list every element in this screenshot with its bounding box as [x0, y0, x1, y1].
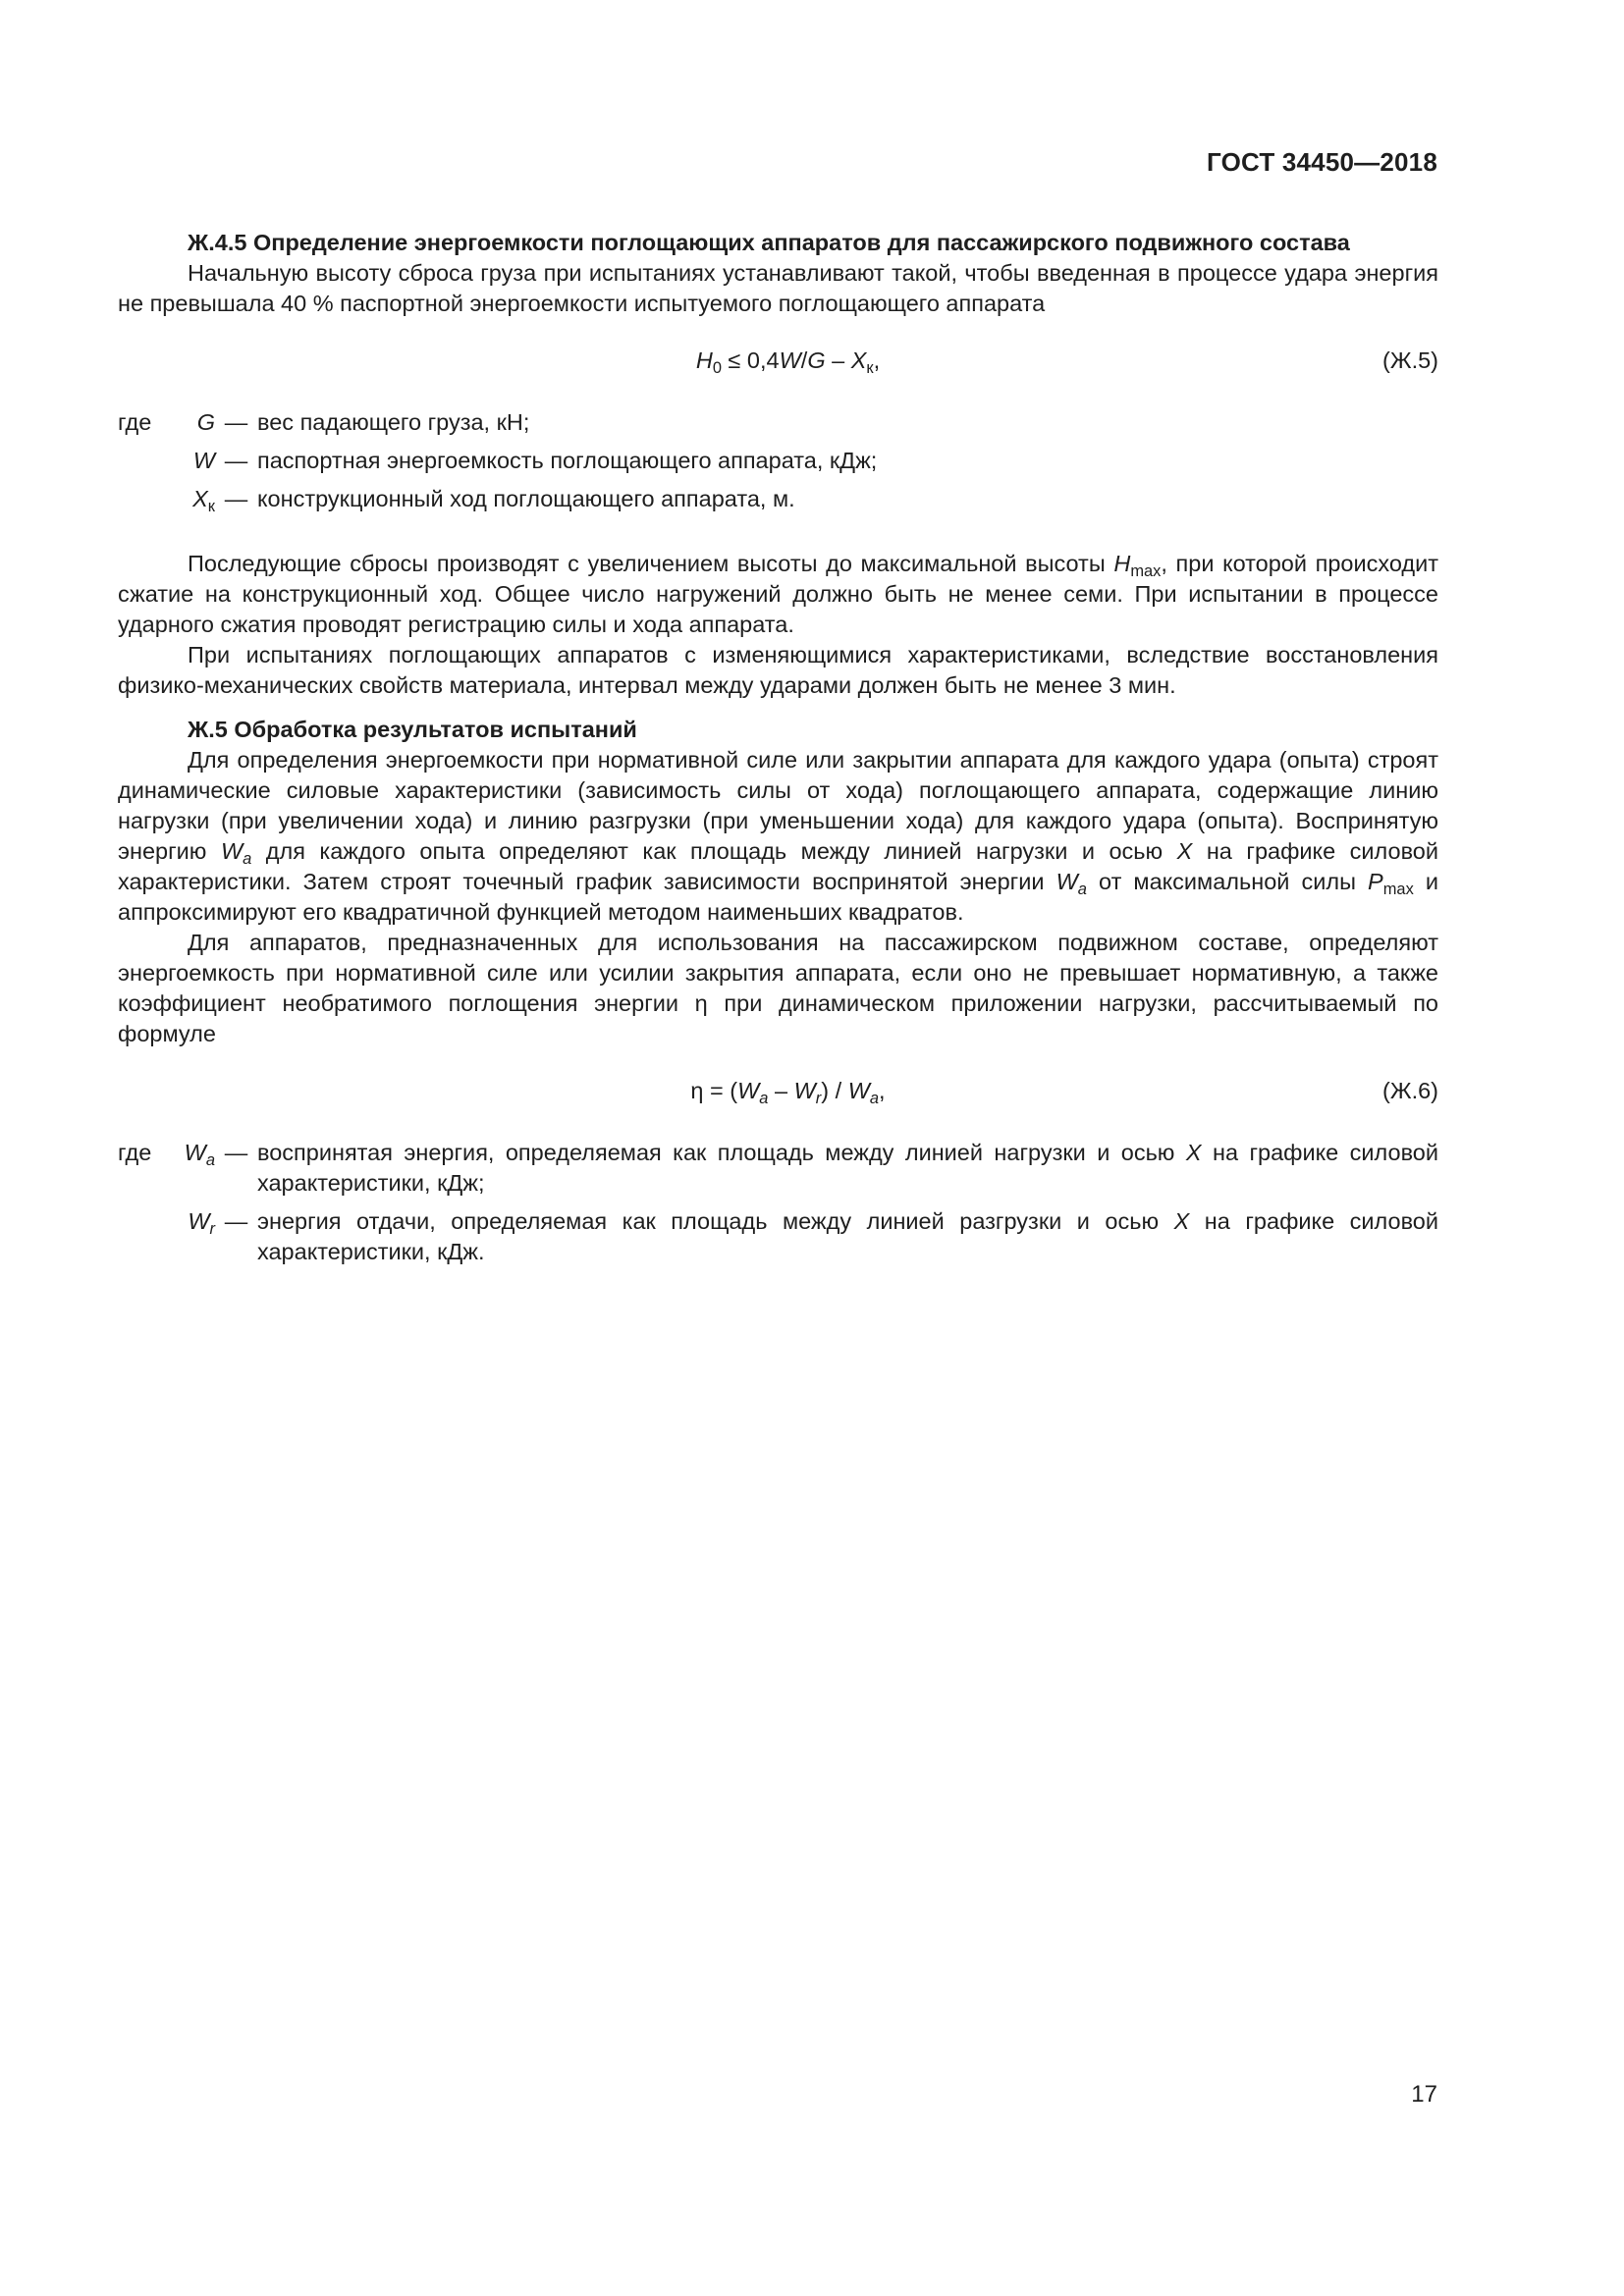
definition-text: вес падающего груза, кН; [257, 409, 530, 435]
page-content [118, 228, 1438, 1302]
formula-zh5 [118, 346, 1438, 379]
definitions-zh5 [118, 407, 1438, 514]
formula-zh5-number: (Ж.5) [1382, 347, 1438, 373]
paragraph-initial-height: Начальную высоту сброса груза при испытаниях устанавливают такой, чтобы введенная в процессе удара энергия не превышала 40 % паспортной энергоемкости испытуемого поглощающего аппарата [118, 260, 1438, 316]
formula-zh6 [118, 1076, 1438, 1109]
paragraph-interval: При испытаниях поглощающих аппаратов с изменяющимися характеристиками, вследствие восстановления физико-механических свойств материала, интервал между ударами должен быть не менее 3 мин. [118, 642, 1438, 698]
section-heading-zh45: Ж.4.5 Определение энергоемкости поглощающих аппаратов для пассажирского подвижного состава [188, 230, 1350, 255]
definition-item: $X_к$ — конструкционный ход поглощающего аппарата, м. [118, 484, 1438, 514]
definitions-zh6 [118, 1138, 1438, 1267]
definition-symbol: G [196, 409, 215, 435]
paragraph-subsequent-drops: Последующие сбросы производят с увеличением высоты до максимальной высоты $H_{max}$, при которой происходит сжатие на конструкционный ход. Общее число нагружений должно быть не менее семи. При испытании в процессе ударного сжатия проводят регистрацию силы и хода аппарата. [118, 551, 1439, 637]
definition-item: W — паспортная энергоемкость поглощающего аппарата, кДж; [118, 446, 1438, 476]
formula-zh5-expression: $H_0 \le 0,4W/G - X_к$, [695, 347, 881, 377]
definition-text: воспринятая энергия, определяемая как площадь между линией нагрузки и осью X на графике силовой характеристики, кДж; [257, 1140, 1438, 1196]
paragraph-processing: Для определения энергоемкости при нормативной силе или закрытии аппарата для каждого удара (опыта) строят динамические силовые характеристики (зависимость силы от хода) поглощающего аппарата, содержащие линию нагрузки (при увеличении хода) и линию разгрузки (при уменьшении хода) для каждого удара (опыта). Воспринятую энергию $W_a$ для каждого опыта определяют как площадь между линией нагрузки и осью X на графике силовой характеристики. Затем строят точечный график зависимости воспринятой энергии $W_a$ от максимальной силы $P_{max}$ и аппроксимируют его квадратичной функцией методом наименьших квадратов. [118, 747, 1439, 925]
definition-item: $W_r$ — энергия отдачи, определяемая как площадь между линией разгрузки и осью X на графике силовой характеристики, кДж. [118, 1206, 1438, 1267]
definition-text: энергия отдачи, определяемая как площадь между линией разгрузки и осью X на графике силовой характеристики, кДж. [257, 1208, 1438, 1264]
section-heading-zh5: Ж.5 Обработка результатов испытаний [188, 717, 637, 742]
definition-item: где G — вес падающего груза, кН; [118, 407, 1438, 438]
formula-zh6-expression: $\eta = (W_a - W_r) / W_a$, [690, 1078, 886, 1107]
definition-symbol: W [192, 448, 215, 473]
definition-symbol: $X_к$ [192, 486, 215, 515]
document-code: ГОСТ 34450—2018 [1207, 147, 1437, 177]
page-number: 17 [1411, 2081, 1437, 2108]
definition-item: где $W_a$ — воспринятая энергия, определяемая как площадь между линией нагрузки и осью X на графике силовой характеристики, кДж; [118, 1138, 1438, 1199]
where-label: где [118, 1140, 152, 1165]
paragraph-passenger-devices: Для аппаратов, предназначенных для использования на пассажирском подвижном составе, определяют энергоемкость при нормативной силе или усилии закрытия аппарата, если оно не превышает нормативную, а также коэффициент необратимого поглощения энергии η при динамическом приложении нагрузки, рассчитываемый по формуле [118, 930, 1438, 1046]
definition-symbol: $W_a$ [184, 1140, 215, 1169]
definition-symbol: $W_r$ [188, 1208, 215, 1238]
where-label: где [118, 409, 152, 435]
formula-zh6-number: (Ж.6) [1382, 1078, 1438, 1103]
definition-text: паспортная энергоемкость поглощающего аппарата, кДж; [257, 448, 878, 473]
definition-text: конструкционный ход поглощающего аппарата, м. [257, 486, 795, 511]
